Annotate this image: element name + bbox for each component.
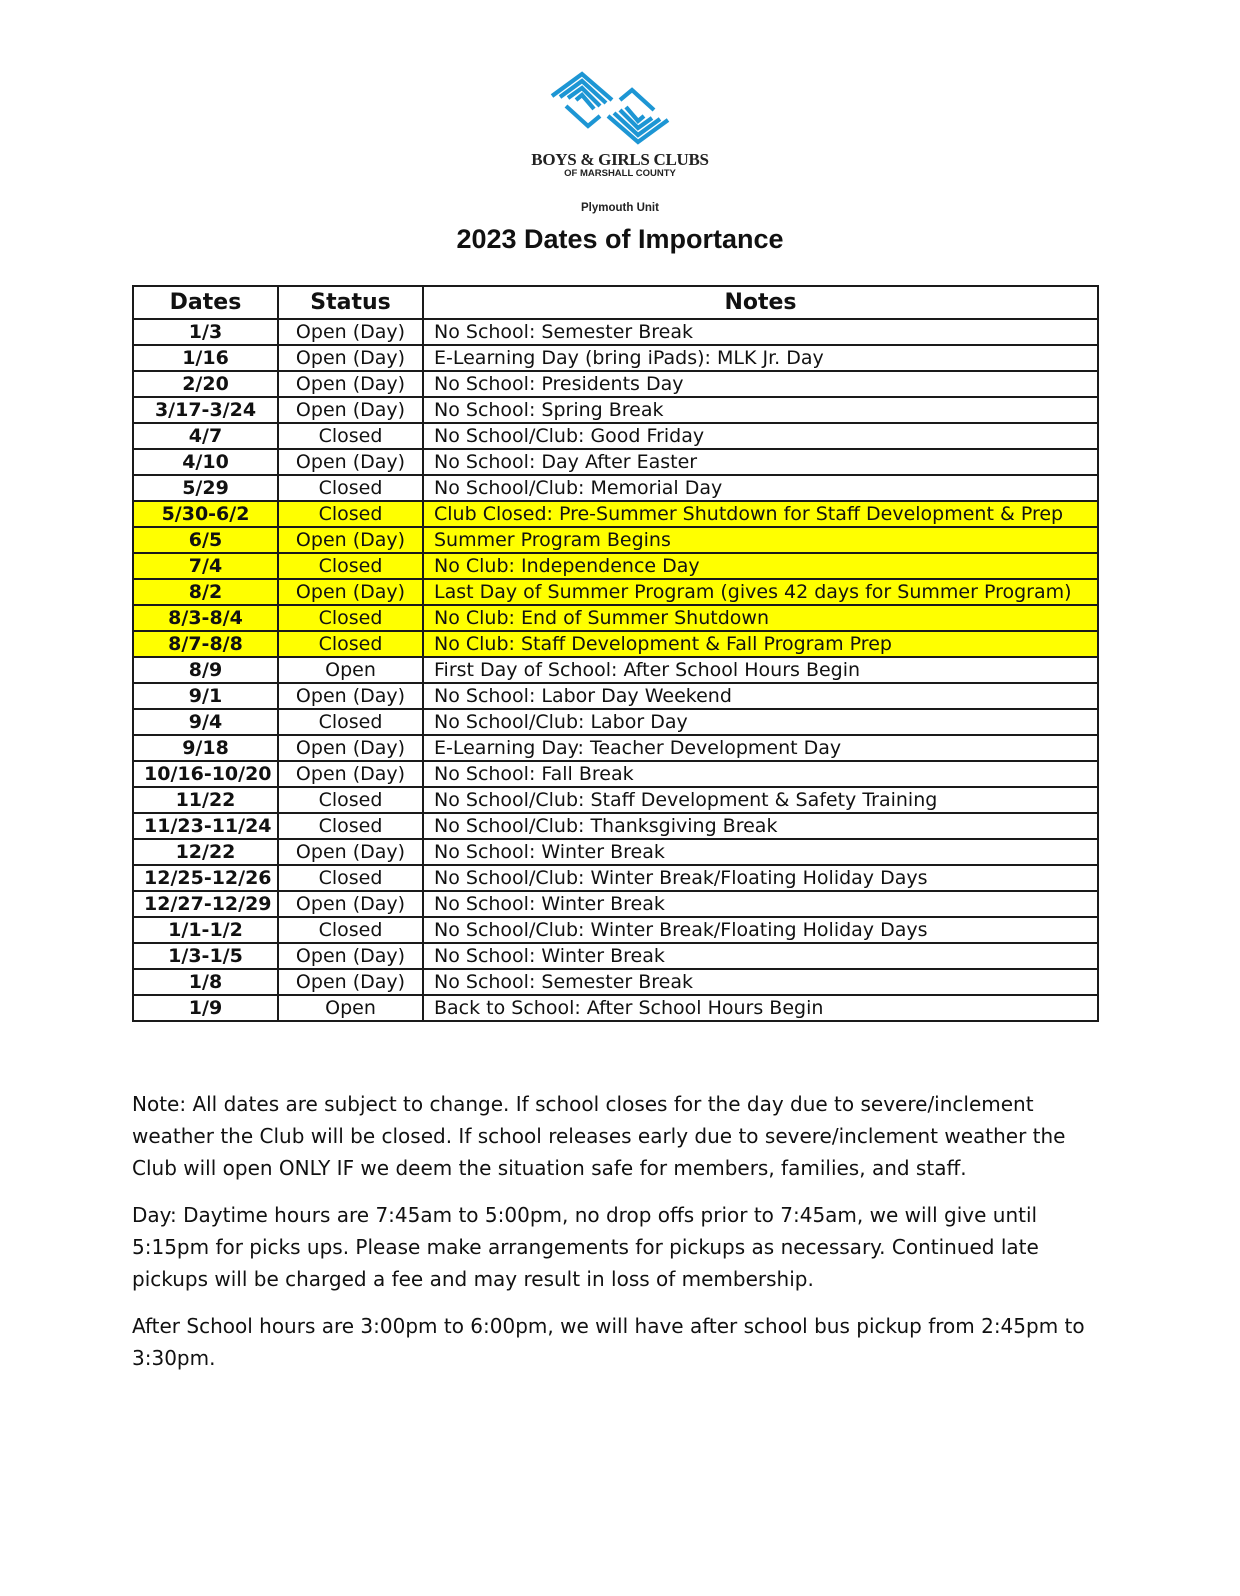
date-cell: 4/7: [133, 423, 278, 449]
table-row: [133, 891, 1098, 917]
unit-name: Plymouth Unit: [581, 202, 659, 214]
date-cell: 1/16: [133, 345, 278, 371]
note-cell: No School/Club: Memorial Day: [423, 475, 1098, 501]
status-cell: Open (Day): [278, 969, 423, 995]
table-row: [133, 449, 1098, 475]
table-row: [133, 371, 1098, 397]
table-row: [133, 397, 1098, 423]
date-cell: 8/2: [133, 579, 278, 605]
table-row: [133, 995, 1098, 1021]
date-cell: 9/18: [133, 735, 278, 761]
date-cell: 8/3-8/4: [133, 605, 278, 631]
note-cell: Club Closed: Pre-Summer Shutdown for Staff Development & Prep: [423, 501, 1098, 527]
status-cell: Open (Day): [278, 735, 423, 761]
date-cell: 7/4: [133, 553, 278, 579]
table-row: [133, 761, 1098, 787]
date-cell: 2/20: [133, 371, 278, 397]
table-row: [133, 631, 1098, 657]
table-row: [133, 735, 1098, 761]
table-row: [133, 527, 1098, 553]
table-row: [133, 683, 1098, 709]
status-cell: Open (Day): [278, 761, 423, 787]
status-cell: Open (Day): [278, 397, 423, 423]
table-row: [133, 501, 1098, 527]
date-cell: 12/27-12/29: [133, 891, 278, 917]
status-cell: Closed: [278, 813, 423, 839]
note-cell: No School/Club: Good Friday: [423, 423, 1098, 449]
status-cell: Open (Day): [278, 449, 423, 475]
status-cell: Closed: [278, 917, 423, 943]
status-cell: Closed: [278, 475, 423, 501]
note-cell: No School: Presidents Day: [423, 371, 1098, 397]
note-cell: No School: Fall Break: [423, 761, 1098, 787]
date-cell: 9/1: [133, 683, 278, 709]
date-cell: 5/30-6/2: [133, 501, 278, 527]
note-cell: No School/Club: Winter Break/Floating Holiday Days: [423, 865, 1098, 891]
date-cell: 12/22: [133, 839, 278, 865]
date-cell: 1/3-1/5: [133, 943, 278, 969]
table-row: [133, 943, 1098, 969]
table-row: [133, 423, 1098, 449]
note-cell: No School/Club: Labor Day: [423, 709, 1098, 735]
table-row: [133, 605, 1098, 631]
status-cell: Open (Day): [278, 345, 423, 371]
note-cell: First Day of School: After School Hours Begin: [423, 657, 1098, 683]
status-cell: Closed: [278, 553, 423, 579]
note-cell: No Club: Staff Development & Fall Program Prep: [423, 631, 1098, 657]
table-row: [133, 839, 1098, 865]
table-row: [133, 917, 1098, 943]
table-row: [133, 969, 1098, 995]
table-row: [133, 319, 1098, 345]
note-cell: No School: Winter Break: [423, 839, 1098, 865]
table-row: [133, 345, 1098, 371]
status-cell: Open (Day): [278, 683, 423, 709]
note-cell: Back to School: After School Hours Begin: [423, 995, 1098, 1021]
status-cell: Open (Day): [278, 371, 423, 397]
note-cell: No School: Semester Break: [423, 319, 1098, 345]
org-name: BOYS & GIRLS CLUBS: [531, 150, 709, 169]
date-cell: 3/17-3/24: [133, 397, 278, 423]
table-row: [133, 475, 1098, 501]
hands-logo-icon: [548, 70, 672, 146]
date-cell: 1/8: [133, 969, 278, 995]
date-cell: 12/25-12/26: [133, 865, 278, 891]
status-cell: Closed: [278, 709, 423, 735]
after-school-note: After School hours are 3:00pm to 6:00pm, we will have after school bus pickup from 2:45pm to 3:30pm.: [132, 1314, 1085, 1370]
date-cell: 11/22: [133, 787, 278, 813]
note-cell: Last Day of Summer Program (gives 42 days for Summer Program): [423, 579, 1098, 605]
status-cell: Closed: [278, 787, 423, 813]
table-row: [133, 865, 1098, 891]
date-cell: 1/3: [133, 319, 278, 345]
status-cell: Open (Day): [278, 527, 423, 553]
date-cell: 8/7-8/8: [133, 631, 278, 657]
table-row: [133, 813, 1098, 839]
status-cell: Open (Day): [278, 839, 423, 865]
page-title: 2023 Dates of Importance: [456, 224, 784, 254]
date-cell: 8/9: [133, 657, 278, 683]
status-cell: Closed: [278, 423, 423, 449]
day-hours-note: Day: Daytime hours are 7:45am to 5:00pm, no drop offs prior to 7:45am, we will give until 5:15pm for picks ups. Please make arrangements for pickups as necessary. Continued late pickups will be charged a fee and may result in loss of membership.: [132, 1203, 1039, 1291]
note-cell: No School/Club: Winter Break/Floating Holiday Days: [423, 917, 1098, 943]
notes-section: [132, 1088, 1097, 1389]
note-cell: No Club: End of Summer Shutdown: [423, 605, 1098, 631]
date-cell: 4/10: [133, 449, 278, 475]
dates-table: [132, 285, 1099, 1022]
note-cell: E-Learning Day: Teacher Development Day: [423, 735, 1098, 761]
header-notes: Notes: [423, 286, 1098, 319]
status-cell: Open (Day): [278, 579, 423, 605]
status-cell: Open: [278, 657, 423, 683]
header-status: Status: [278, 286, 423, 319]
note-cell: No School/Club: Staff Development & Safety Training: [423, 787, 1098, 813]
table-header-row: [133, 286, 1098, 319]
date-cell: 11/23-11/24: [133, 813, 278, 839]
org-subtitle: OF MARSHALL COUNTY: [564, 168, 676, 179]
note-cell: No School/Club: Thanksgiving Break: [423, 813, 1098, 839]
header-dates: Dates: [133, 286, 278, 319]
date-cell: 6/5: [133, 527, 278, 553]
note-cell: E-Learning Day (bring iPads): MLK Jr. Day: [423, 345, 1098, 371]
status-cell: Open (Day): [278, 891, 423, 917]
note-cell: No School: Semester Break: [423, 969, 1098, 995]
date-cell: 10/16-10/20: [133, 761, 278, 787]
status-cell: Closed: [278, 605, 423, 631]
table-row: [133, 657, 1098, 683]
date-cell: 5/29: [133, 475, 278, 501]
note-cell: No School: Labor Day Weekend: [423, 683, 1098, 709]
table-row: [133, 579, 1098, 605]
status-cell: Open: [278, 995, 423, 1021]
status-cell: Closed: [278, 631, 423, 657]
note-cell: Summer Program Begins: [423, 527, 1098, 553]
date-cell: 1/9: [133, 995, 278, 1021]
status-cell: Closed: [278, 865, 423, 891]
table-row: [133, 553, 1098, 579]
date-cell: 1/1-1/2: [133, 917, 278, 943]
note-cell: No School: Spring Break: [423, 397, 1098, 423]
status-cell: Closed: [278, 501, 423, 527]
table-row: [133, 709, 1098, 735]
status-cell: Open (Day): [278, 943, 423, 969]
general-note: Note: All dates are subject to change. If school closes for the day due to severe/inclement weather the Club will be closed. If school releases early due to severe/inclement weather the Club will open ONLY IF we deem the situation safe for members, families, and staff.: [132, 1092, 1066, 1180]
note-cell: No School: Winter Break: [423, 943, 1098, 969]
date-cell: 9/4: [133, 709, 278, 735]
note-cell: No Club: Independence Day: [423, 553, 1098, 579]
note-cell: No School: Winter Break: [423, 891, 1098, 917]
status-cell: Open (Day): [278, 319, 423, 345]
table-row: [133, 787, 1098, 813]
note-cell: No School: Day After Easter: [423, 449, 1098, 475]
table-body: [133, 319, 1098, 1021]
